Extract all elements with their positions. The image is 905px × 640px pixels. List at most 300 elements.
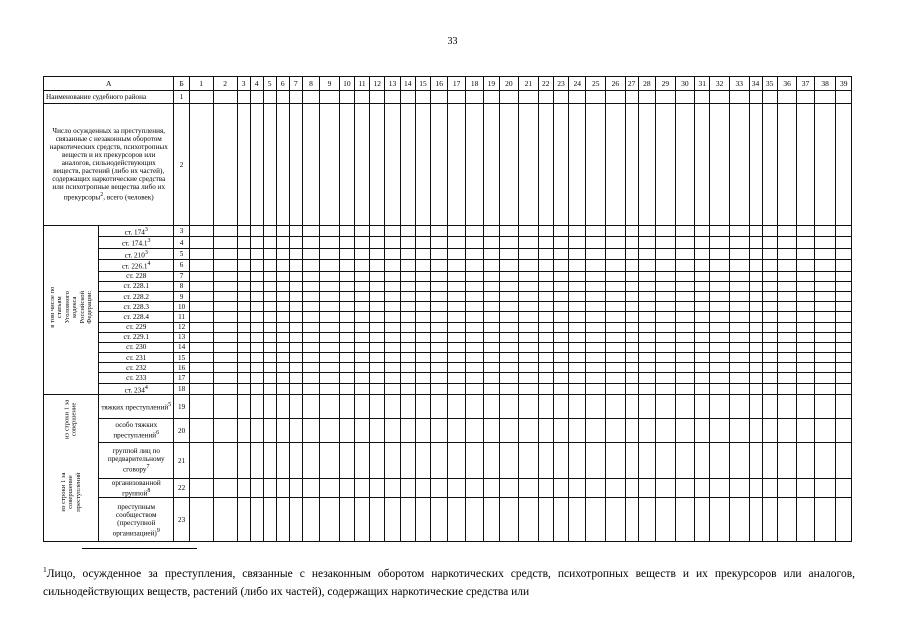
data-cell — [276, 443, 289, 479]
data-cell — [797, 312, 814, 322]
data-cell — [695, 248, 710, 259]
data-cell — [625, 302, 638, 312]
data-cell — [302, 104, 319, 226]
data-cell — [569, 104, 586, 226]
data-cell — [586, 383, 606, 394]
row-number: 14 — [174, 342, 189, 352]
header-col-number: 39 — [836, 77, 852, 91]
data-cell — [638, 281, 655, 291]
data-cell — [484, 419, 499, 443]
data-cell — [415, 322, 430, 332]
data-cell — [777, 342, 797, 352]
data-cell — [625, 271, 638, 281]
data-cell — [400, 419, 415, 443]
data-cell — [606, 281, 626, 291]
data-cell — [675, 271, 695, 281]
data-cell — [339, 226, 354, 237]
header-col-number: 33 — [729, 77, 749, 91]
data-cell — [250, 248, 263, 259]
data-cell — [586, 419, 606, 443]
row-number: 13 — [174, 332, 189, 342]
data-cell — [749, 281, 762, 291]
data-cell — [400, 248, 415, 259]
data-cell — [777, 332, 797, 342]
data-cell — [777, 363, 797, 373]
data-cell — [465, 260, 483, 271]
data-cell — [569, 322, 586, 332]
data-cell — [237, 332, 250, 342]
header-col-number: 14 — [400, 77, 415, 91]
data-cell — [538, 260, 553, 271]
data-cell — [519, 373, 539, 383]
data-cell — [519, 226, 539, 237]
table-row — [44, 373, 852, 383]
data-cell — [465, 373, 483, 383]
data-cell — [538, 479, 553, 498]
data-cell — [836, 373, 852, 383]
data-cell — [237, 353, 250, 363]
data-cell — [189, 479, 213, 498]
data-cell — [749, 312, 762, 322]
data-cell — [797, 395, 814, 419]
data-cell — [339, 312, 354, 322]
data-cell — [250, 332, 263, 342]
data-cell — [370, 237, 385, 248]
header-col-number: 11 — [354, 77, 369, 91]
data-cell — [400, 271, 415, 281]
data-cell — [448, 260, 465, 271]
data-cell — [431, 479, 448, 498]
data-cell — [749, 443, 762, 479]
data-cell — [797, 419, 814, 443]
data-cell — [553, 322, 568, 332]
data-cell — [519, 291, 539, 301]
data-cell — [777, 395, 797, 419]
data-cell — [465, 271, 483, 281]
data-cell — [354, 443, 369, 479]
data-cell — [465, 291, 483, 301]
data-cell — [606, 312, 626, 322]
data-cell — [400, 91, 415, 104]
data-cell — [289, 443, 302, 479]
data-cell — [320, 363, 340, 373]
data-cell — [213, 342, 237, 352]
data-cell — [289, 498, 302, 542]
data-cell — [499, 291, 519, 301]
data-cell — [339, 271, 354, 281]
data-cell — [448, 248, 465, 259]
data-cell — [400, 373, 415, 383]
data-cell — [538, 322, 553, 332]
data-cell — [320, 353, 340, 363]
data-cell — [263, 383, 276, 394]
data-cell — [370, 498, 385, 542]
data-cell — [320, 312, 340, 322]
data-cell — [675, 226, 695, 237]
data-cell — [538, 353, 553, 363]
data-cell — [777, 353, 797, 363]
data-cell — [569, 479, 586, 498]
data-cell — [625, 419, 638, 443]
data-cell — [695, 479, 710, 498]
data-cell — [339, 342, 354, 352]
data-cell — [431, 353, 448, 363]
row-number: 16 — [174, 363, 189, 373]
data-cell — [431, 363, 448, 373]
data-cell — [836, 322, 852, 332]
data-cell — [695, 383, 710, 394]
data-cell — [814, 322, 836, 332]
data-cell — [499, 353, 519, 363]
data-cell — [189, 291, 213, 301]
data-cell — [538, 443, 553, 479]
table-row — [44, 419, 852, 443]
data-cell — [354, 237, 369, 248]
data-cell — [519, 281, 539, 291]
row-label-text: ст. 228 — [126, 272, 147, 281]
data-cell — [448, 91, 465, 104]
data-cell — [814, 271, 836, 281]
data-cell — [710, 291, 730, 301]
data-cell — [656, 322, 676, 332]
data-cell — [762, 312, 777, 322]
data-cell — [519, 419, 539, 443]
data-cell — [302, 237, 319, 248]
data-cell — [519, 342, 539, 352]
data-cell — [289, 248, 302, 259]
data-cell — [625, 91, 638, 104]
data-cell — [814, 419, 836, 443]
data-cell — [710, 419, 730, 443]
data-cell — [606, 479, 626, 498]
row-label-text: ст. 226.1 — [121, 262, 148, 271]
data-cell — [237, 498, 250, 542]
data-cell — [213, 498, 237, 542]
footnote — [43, 561, 855, 601]
header-col-number: 12 — [370, 77, 385, 91]
data-cell — [777, 443, 797, 479]
data-cell — [836, 312, 852, 322]
data-cell — [354, 342, 369, 352]
data-cell — [729, 479, 749, 498]
data-cell — [777, 271, 797, 281]
data-cell — [465, 322, 483, 332]
data-cell — [302, 342, 319, 352]
data-cell — [569, 248, 586, 259]
header-col-a: А — [44, 77, 174, 91]
header-col-number: 15 — [415, 77, 430, 91]
data-cell — [710, 498, 730, 542]
data-cell — [289, 342, 302, 352]
data-cell — [400, 226, 415, 237]
table-row — [44, 281, 852, 291]
data-cell — [370, 419, 385, 443]
row-label: Наименование судебного района — [44, 91, 174, 104]
row-number: 18 — [174, 383, 189, 394]
data-cell — [320, 302, 340, 312]
row-number: 2 — [174, 104, 189, 226]
header-col-number: 23 — [553, 77, 568, 91]
data-cell — [749, 395, 762, 419]
data-cell — [289, 260, 302, 271]
data-cell — [638, 363, 655, 373]
data-cell — [465, 312, 483, 322]
data-cell — [814, 226, 836, 237]
data-cell — [814, 104, 836, 226]
data-cell — [710, 281, 730, 291]
row-number: 23 — [174, 498, 189, 542]
data-cell — [213, 395, 237, 419]
data-cell — [370, 332, 385, 342]
data-cell — [519, 498, 539, 542]
row-number: 1 — [174, 91, 189, 104]
data-cell — [415, 104, 430, 226]
data-cell — [762, 104, 777, 226]
data-cell — [370, 353, 385, 363]
data-cell — [729, 226, 749, 237]
data-cell — [710, 312, 730, 322]
header-col-number: 10 — [339, 77, 354, 91]
data-cell — [499, 419, 519, 443]
data-cell — [586, 260, 606, 271]
header-col-number: 31 — [695, 77, 710, 91]
data-cell — [569, 383, 586, 394]
data-cell — [320, 322, 340, 332]
data-cell — [553, 363, 568, 373]
data-cell — [814, 363, 836, 373]
data-cell — [276, 373, 289, 383]
data-cell — [415, 281, 430, 291]
data-cell — [484, 395, 499, 419]
data-cell — [586, 302, 606, 312]
data-cell — [448, 353, 465, 363]
data-cell — [415, 498, 430, 542]
data-cell — [777, 498, 797, 542]
data-cell — [656, 237, 676, 248]
data-cell — [415, 395, 430, 419]
data-cell — [625, 332, 638, 342]
data-cell — [749, 260, 762, 271]
row-number: 22 — [174, 479, 189, 498]
data-cell — [302, 443, 319, 479]
header-col-number: 2 — [213, 77, 237, 91]
data-cell — [586, 104, 606, 226]
data-cell — [354, 281, 369, 291]
header-col-number: 35 — [762, 77, 777, 91]
data-cell — [189, 271, 213, 281]
data-cell — [465, 363, 483, 373]
page-number: 33 — [447, 36, 458, 47]
row-label-text: ст. 232 — [126, 363, 147, 372]
data-cell — [656, 104, 676, 226]
footnote-ref: 4 — [147, 261, 151, 268]
data-cell — [656, 271, 676, 281]
data-cell — [695, 104, 710, 226]
data-cell — [606, 383, 626, 394]
data-cell — [431, 291, 448, 301]
data-cell — [777, 419, 797, 443]
data-cell — [553, 419, 568, 443]
data-cell — [320, 226, 340, 237]
header-col-number: 26 — [606, 77, 626, 91]
data-cell — [370, 383, 385, 394]
header-col-number: 4 — [250, 77, 263, 91]
data-cell — [484, 104, 499, 226]
data-cell — [777, 479, 797, 498]
data-cell — [400, 498, 415, 542]
data-cell — [302, 498, 319, 542]
data-cell — [710, 353, 730, 363]
data-cell — [415, 226, 430, 237]
data-cell — [320, 419, 340, 443]
data-cell — [777, 281, 797, 291]
data-cell — [656, 302, 676, 312]
data-cell — [302, 260, 319, 271]
header-col-b: Б — [174, 77, 189, 91]
data-cell — [797, 226, 814, 237]
data-cell — [797, 373, 814, 383]
data-cell — [656, 260, 676, 271]
header-col-number: 25 — [586, 77, 606, 91]
data-cell — [814, 353, 836, 363]
data-cell — [638, 353, 655, 363]
data-cell — [836, 291, 852, 301]
data-cell — [302, 312, 319, 322]
data-cell — [749, 419, 762, 443]
footnote-ref: 2 — [100, 192, 104, 199]
data-cell — [695, 312, 710, 322]
data-cell — [710, 479, 730, 498]
row-number: 17 — [174, 373, 189, 383]
data-cell — [656, 353, 676, 363]
data-cell — [710, 226, 730, 237]
data-cell — [553, 91, 568, 104]
data-cell — [339, 419, 354, 443]
data-cell — [777, 291, 797, 301]
data-cell — [339, 363, 354, 373]
data-cell — [415, 373, 430, 383]
data-cell — [656, 443, 676, 479]
data-cell — [538, 419, 553, 443]
data-cell — [448, 291, 465, 301]
data-cell — [695, 363, 710, 373]
data-cell — [710, 91, 730, 104]
data-cell — [797, 363, 814, 373]
data-cell — [189, 353, 213, 363]
data-cell — [213, 281, 237, 291]
data-cell — [276, 363, 289, 373]
data-cell — [415, 91, 430, 104]
data-cell — [484, 291, 499, 301]
data-cell — [569, 237, 586, 248]
data-cell — [729, 332, 749, 342]
data-cell — [465, 332, 483, 342]
data-cell — [415, 260, 430, 271]
data-cell — [710, 395, 730, 419]
data-cell — [638, 419, 655, 443]
data-cell — [797, 498, 814, 542]
data-cell — [263, 291, 276, 301]
footnote-ref: 7 — [146, 464, 150, 471]
data-cell — [606, 104, 626, 226]
data-cell — [625, 312, 638, 322]
data-cell — [569, 373, 586, 383]
data-cell — [777, 322, 797, 332]
data-cell — [710, 237, 730, 248]
data-cell — [289, 226, 302, 237]
data-cell — [625, 260, 638, 271]
data-cell — [538, 91, 553, 104]
header-row — [44, 77, 852, 91]
data-cell — [354, 353, 369, 363]
data-cell — [797, 342, 814, 352]
data-cell — [519, 443, 539, 479]
data-cell — [276, 271, 289, 281]
data-cell — [276, 322, 289, 332]
data-cell — [695, 353, 710, 363]
data-cell — [289, 479, 302, 498]
table-row — [44, 479, 852, 498]
data-cell — [400, 291, 415, 301]
data-cell — [250, 237, 263, 248]
data-cell — [415, 443, 430, 479]
data-cell — [710, 104, 730, 226]
data-cell — [749, 291, 762, 301]
data-cell — [553, 260, 568, 271]
data-cell — [400, 302, 415, 312]
data-cell — [448, 342, 465, 352]
data-cell — [749, 237, 762, 248]
data-cell — [606, 260, 626, 271]
data-cell — [519, 383, 539, 394]
data-cell — [675, 312, 695, 322]
data-cell — [729, 237, 749, 248]
data-cell — [625, 443, 638, 479]
group-label-text: в том числе по статьям Уголовного кодекса Российской Федерации: — [48, 287, 93, 329]
data-cell — [519, 91, 539, 104]
data-cell — [484, 260, 499, 271]
data-cell — [250, 419, 263, 443]
data-cell — [484, 91, 499, 104]
data-cell — [695, 322, 710, 332]
data-cell — [370, 479, 385, 498]
data-cell — [320, 104, 340, 226]
data-cell — [237, 237, 250, 248]
row-number: 11 — [174, 312, 189, 322]
data-cell — [814, 281, 836, 291]
data-cell — [762, 395, 777, 419]
data-cell — [448, 363, 465, 373]
data-cell — [538, 383, 553, 394]
data-cell — [749, 373, 762, 383]
data-cell — [484, 312, 499, 322]
data-cell — [606, 443, 626, 479]
data-cell — [762, 443, 777, 479]
table-row — [44, 353, 852, 363]
data-cell — [656, 248, 676, 259]
data-cell — [189, 226, 213, 237]
data-cell — [415, 479, 430, 498]
table-row — [44, 271, 852, 281]
data-cell — [237, 395, 250, 419]
header-col-number: 13 — [385, 77, 400, 91]
data-cell — [289, 383, 302, 394]
data-cell — [354, 302, 369, 312]
data-cell — [749, 383, 762, 394]
data-cell — [675, 302, 695, 312]
data-cell — [606, 302, 626, 312]
data-cell — [675, 443, 695, 479]
